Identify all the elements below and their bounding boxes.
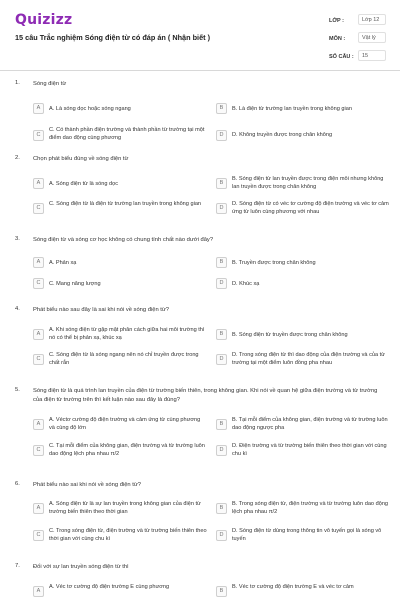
option-letter-box: D bbox=[216, 130, 227, 141]
question-text: Đối với sự lan truyền sóng điện từ thì bbox=[33, 564, 129, 570]
option-letter-box: B bbox=[216, 419, 227, 430]
question-text: Phát biểu nào sai khi nói về sóng điện từ? bbox=[33, 482, 141, 488]
option-letter-box: C bbox=[33, 130, 44, 141]
option-text: B. Là điện từ trường lan truyền trong không gian bbox=[232, 106, 352, 112]
question-count-field bbox=[324, 50, 394, 68]
option-text: C. Trong sóng điện từ, điện trường và từ trường biến thiên theo thời gian với cùng chu kì bbox=[49, 528, 207, 542]
subject-value[interactable]: Vật lý bbox=[358, 32, 386, 43]
option-letter-box: C bbox=[33, 203, 44, 214]
option-text: B. Sóng điện từ lan truyền được trong điện môi nhưng không lan truyền được trong chân không bbox=[232, 176, 384, 190]
option-letter-box: B bbox=[216, 503, 227, 514]
option-letter-box: D bbox=[216, 278, 227, 289]
option-text: D. Sóng điện từ có véc tơ cường độ điện trường và véc tơ cảm ứng từ luôn cùng phương với nhau bbox=[232, 201, 389, 215]
option-text: B. Truyền được trong chân không bbox=[232, 260, 316, 266]
page-title: 15 câu Trắc nghiệm Sóng điện từ có đáp án ( Nhận biết ) bbox=[15, 33, 211, 42]
option-letter-box: A bbox=[33, 329, 44, 340]
subject-label: MÔN : bbox=[329, 36, 346, 42]
question-count-value[interactable]: 15 bbox=[358, 50, 386, 61]
option-letter-box: C bbox=[33, 445, 44, 456]
option-text: C. Sóng điện từ là sóng ngang nên nó chỉ truyền được trong chất rắn bbox=[49, 352, 199, 366]
option-text: B. Trong sóng điện từ, điện trường và từ trường luôn dao động lệch pha nhau π/2 bbox=[232, 501, 389, 515]
option-text: C. Sóng điện từ là điện từ trường lan truyền trong không gian bbox=[49, 201, 202, 207]
question-number: 3. bbox=[15, 236, 20, 242]
option-text: A. Sóng điện từ là sóng dọc bbox=[49, 181, 119, 187]
question-number: 7. bbox=[15, 563, 20, 569]
option-letter-box: B bbox=[216, 329, 227, 340]
question-number: 2. bbox=[15, 155, 20, 161]
subject-field bbox=[324, 32, 394, 50]
option-letter-box: B bbox=[216, 257, 227, 268]
option-letter-box: A bbox=[33, 503, 44, 514]
question-number: 5. bbox=[15, 387, 20, 393]
option-text: D. Sóng điện từ dùng trong thông tin vô tuyến gọi là sóng vô tuyến bbox=[232, 528, 382, 542]
option-text: C. Tại mỗi điểm của không gian, điện trường và từ trường luôn dao động lệch pha nhau π/2 bbox=[49, 443, 205, 457]
option-text: B. Tại mỗi điểm của không gian, điện trường và từ trường luôn dao động ngược pha bbox=[232, 417, 388, 431]
option-letter-box: B bbox=[216, 178, 227, 189]
option-text: C. Có thành phần điện trường và thành phần từ trường tại một điểm dao động cùng phương bbox=[49, 127, 205, 141]
option-letter-box: C bbox=[33, 530, 44, 541]
option-letter-box: B bbox=[216, 103, 227, 114]
question-text: Phát biểu nào sau đây là sai khi nói về sóng điện từ? bbox=[33, 307, 170, 313]
option-letter-box: D bbox=[216, 203, 227, 214]
option-text: B. Véc tơ cường độ điện trường E và véc tơ cảm bbox=[232, 584, 354, 590]
question-count-label: SỐ CÂU : bbox=[329, 54, 354, 60]
option-letter-box: D bbox=[216, 354, 227, 365]
quizizz-logo: Quizizz bbox=[15, 12, 73, 28]
class-field bbox=[324, 14, 394, 32]
option-letter-box: A bbox=[33, 586, 44, 597]
option-letter-box: C bbox=[33, 278, 44, 289]
option-text: C. Mang năng lượng bbox=[49, 281, 101, 287]
info-fields bbox=[324, 14, 394, 68]
option-text: D. Khúc xạ bbox=[232, 281, 260, 287]
question-text: Chọn phát biểu đúng về sóng điện từ bbox=[33, 156, 129, 162]
option-letter-box: A bbox=[33, 257, 44, 268]
option-text: A. Véctơ cường độ điện trường và cảm ứng từ cùng phương và cùng độ lớn bbox=[49, 417, 201, 431]
question-text: Sóng điện từ và sóng cơ học không có chung tính chất nào dưới đây? bbox=[33, 237, 214, 243]
option-text: A. Véc tơ cường độ điện trường E cùng phương bbox=[49, 584, 170, 590]
question-number: 4. bbox=[15, 306, 20, 312]
option-text: A. Khi sóng điện từ gặp mặt phân cách giữa hai môi trường thì nó có thể bị phản xạ, khúc xạ bbox=[49, 327, 205, 341]
option-letter-box: D bbox=[216, 530, 227, 541]
option-text: A. Là sóng dọc hoặc sóng ngang bbox=[49, 106, 131, 112]
option-text: D. Điện trường và từ trường biến thiên theo thời gian với cùng chu kì bbox=[232, 443, 387, 457]
option-letter-box: C bbox=[33, 354, 44, 365]
class-label: LỚP : bbox=[329, 18, 344, 24]
option-text: B. Sóng điện từ truyền được trong chân không bbox=[232, 332, 348, 338]
option-text: A. Sóng điện từ là sự lan truyền trong không gian của điện từ trường biến thiên theo thời gian bbox=[49, 501, 201, 515]
option-text: A. Phản xạ bbox=[49, 260, 77, 266]
question-text: Sóng điện từ là quá trình lan truyền của điện từ trường biến thiên, trong không gian. Khi nói về quan hệ giữa điện trường và từ trường của điện từ trường trên thì kết luận nào sau đây là đúng? bbox=[33, 388, 378, 403]
page-header bbox=[0, 0, 400, 71]
class-value[interactable]: Lớp 12 bbox=[358, 14, 386, 25]
question-text: Sóng điện từ bbox=[33, 81, 67, 87]
option-letter-box: A bbox=[33, 103, 44, 114]
question-number: 6. bbox=[15, 481, 20, 487]
option-text: D. Không truyền được trong chân không bbox=[232, 132, 333, 138]
option-letter-box: A bbox=[33, 178, 44, 189]
option-letter-box: D bbox=[216, 445, 227, 456]
option-letter-box: A bbox=[33, 419, 44, 430]
option-letter-box: B bbox=[216, 586, 227, 597]
option-text: D. Trong sóng điện từ thì dao động của điện trường và của từ trường tại một điểm luôn đồng pha nhau bbox=[232, 352, 385, 366]
question-number: 1. bbox=[15, 80, 20, 86]
